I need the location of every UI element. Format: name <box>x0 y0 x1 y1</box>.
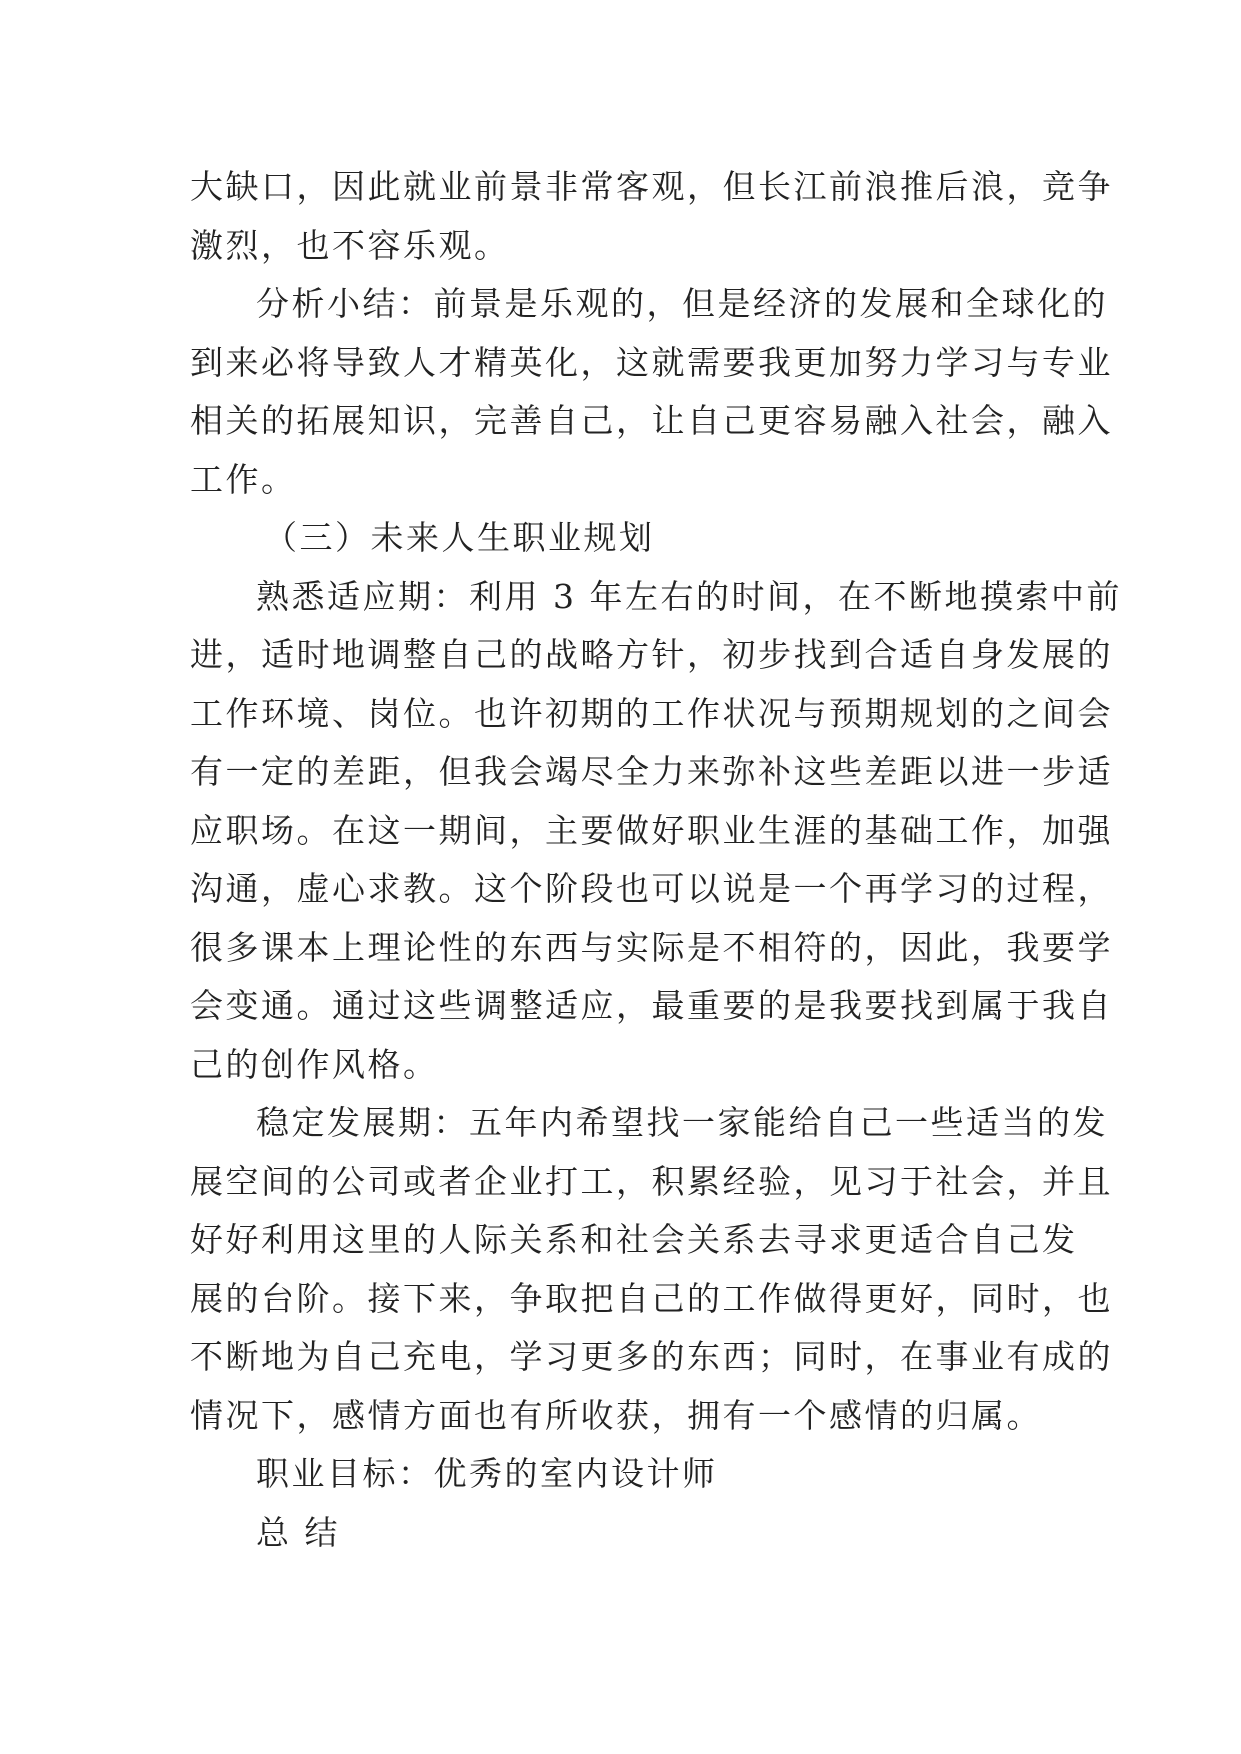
text-line: 大缺口，因此就业前景非常客观，但长江前浪推后浪，竞争 <box>190 167 1113 206</box>
text-line: 很多课本上理论性的东西与实际是不相符的，因此，我要学 <box>190 927 1113 967</box>
text-line: 情况下，感情方面也有所收获，拥有一个感情的归属。 <box>190 1395 1042 1435</box>
text-line: 会变通。通过这些调整适应，最重要的是我要找到属于我自 <box>190 986 1113 1025</box>
text-line: 相关的拓展知识，完善自己，让自己更容易融入社会，融入 <box>190 401 1113 440</box>
text-line: 到来必将导致人才精英化，这就需要我更加努力学习与专业 <box>190 342 1113 382</box>
text-line: 沟通，虚心求教。这个阶段也可以说是一个再学习的过程， <box>190 869 1113 908</box>
text-line: 好好利用这里的人际关系和社会关系去寻求更适合自己发 <box>190 1220 1078 1259</box>
text-line: 己的创作风格。 <box>190 1044 439 1084</box>
text-line: 熟悉适应期：利用 3 年左右的时间，在不断地摸索中前 <box>256 576 1122 616</box>
document-body <box>190 158 1122 1562</box>
text-line: 分析小结：前景是乐观的，但是经济的发展和全球化的 <box>256 284 1108 323</box>
text-line: 激烈，也不容乐观。 <box>190 225 510 265</box>
section-heading: （三）未来人生职业规划 <box>264 518 655 557</box>
text-line: 展空间的公司或者企业打工，积累经验，见习于社会，并且 <box>190 1161 1113 1201</box>
text-line: 有一定的差距，但我会竭尽全力来弥补这些差距以进一步适 <box>190 752 1113 791</box>
section-heading: 总 结 <box>256 1512 340 1552</box>
text-line: 稳定发展期：五年内希望找一家能给自己一些适当的发 <box>256 1103 1108 1142</box>
text-line: 工作。 <box>190 459 297 499</box>
text-line: 进，适时地调整自己的战略方针，初步找到合适自身发展的 <box>190 635 1113 674</box>
text-line: 展的台阶。接下来，争取把自己的工作做得更好，同时，也 <box>190 1278 1113 1318</box>
text-line: 工作环境、岗位。也许初期的工作状况与预期规划的之间会 <box>190 693 1113 733</box>
text-line: 不断地为自己充电，学习更多的东西；同时，在事业有成的 <box>190 1337 1113 1376</box>
text-line: 应职场。在这一期间，主要做好职业生涯的基础工作，加强 <box>190 810 1113 850</box>
text-line: 职业目标：优秀的室内设计师 <box>256 1454 718 1493</box>
